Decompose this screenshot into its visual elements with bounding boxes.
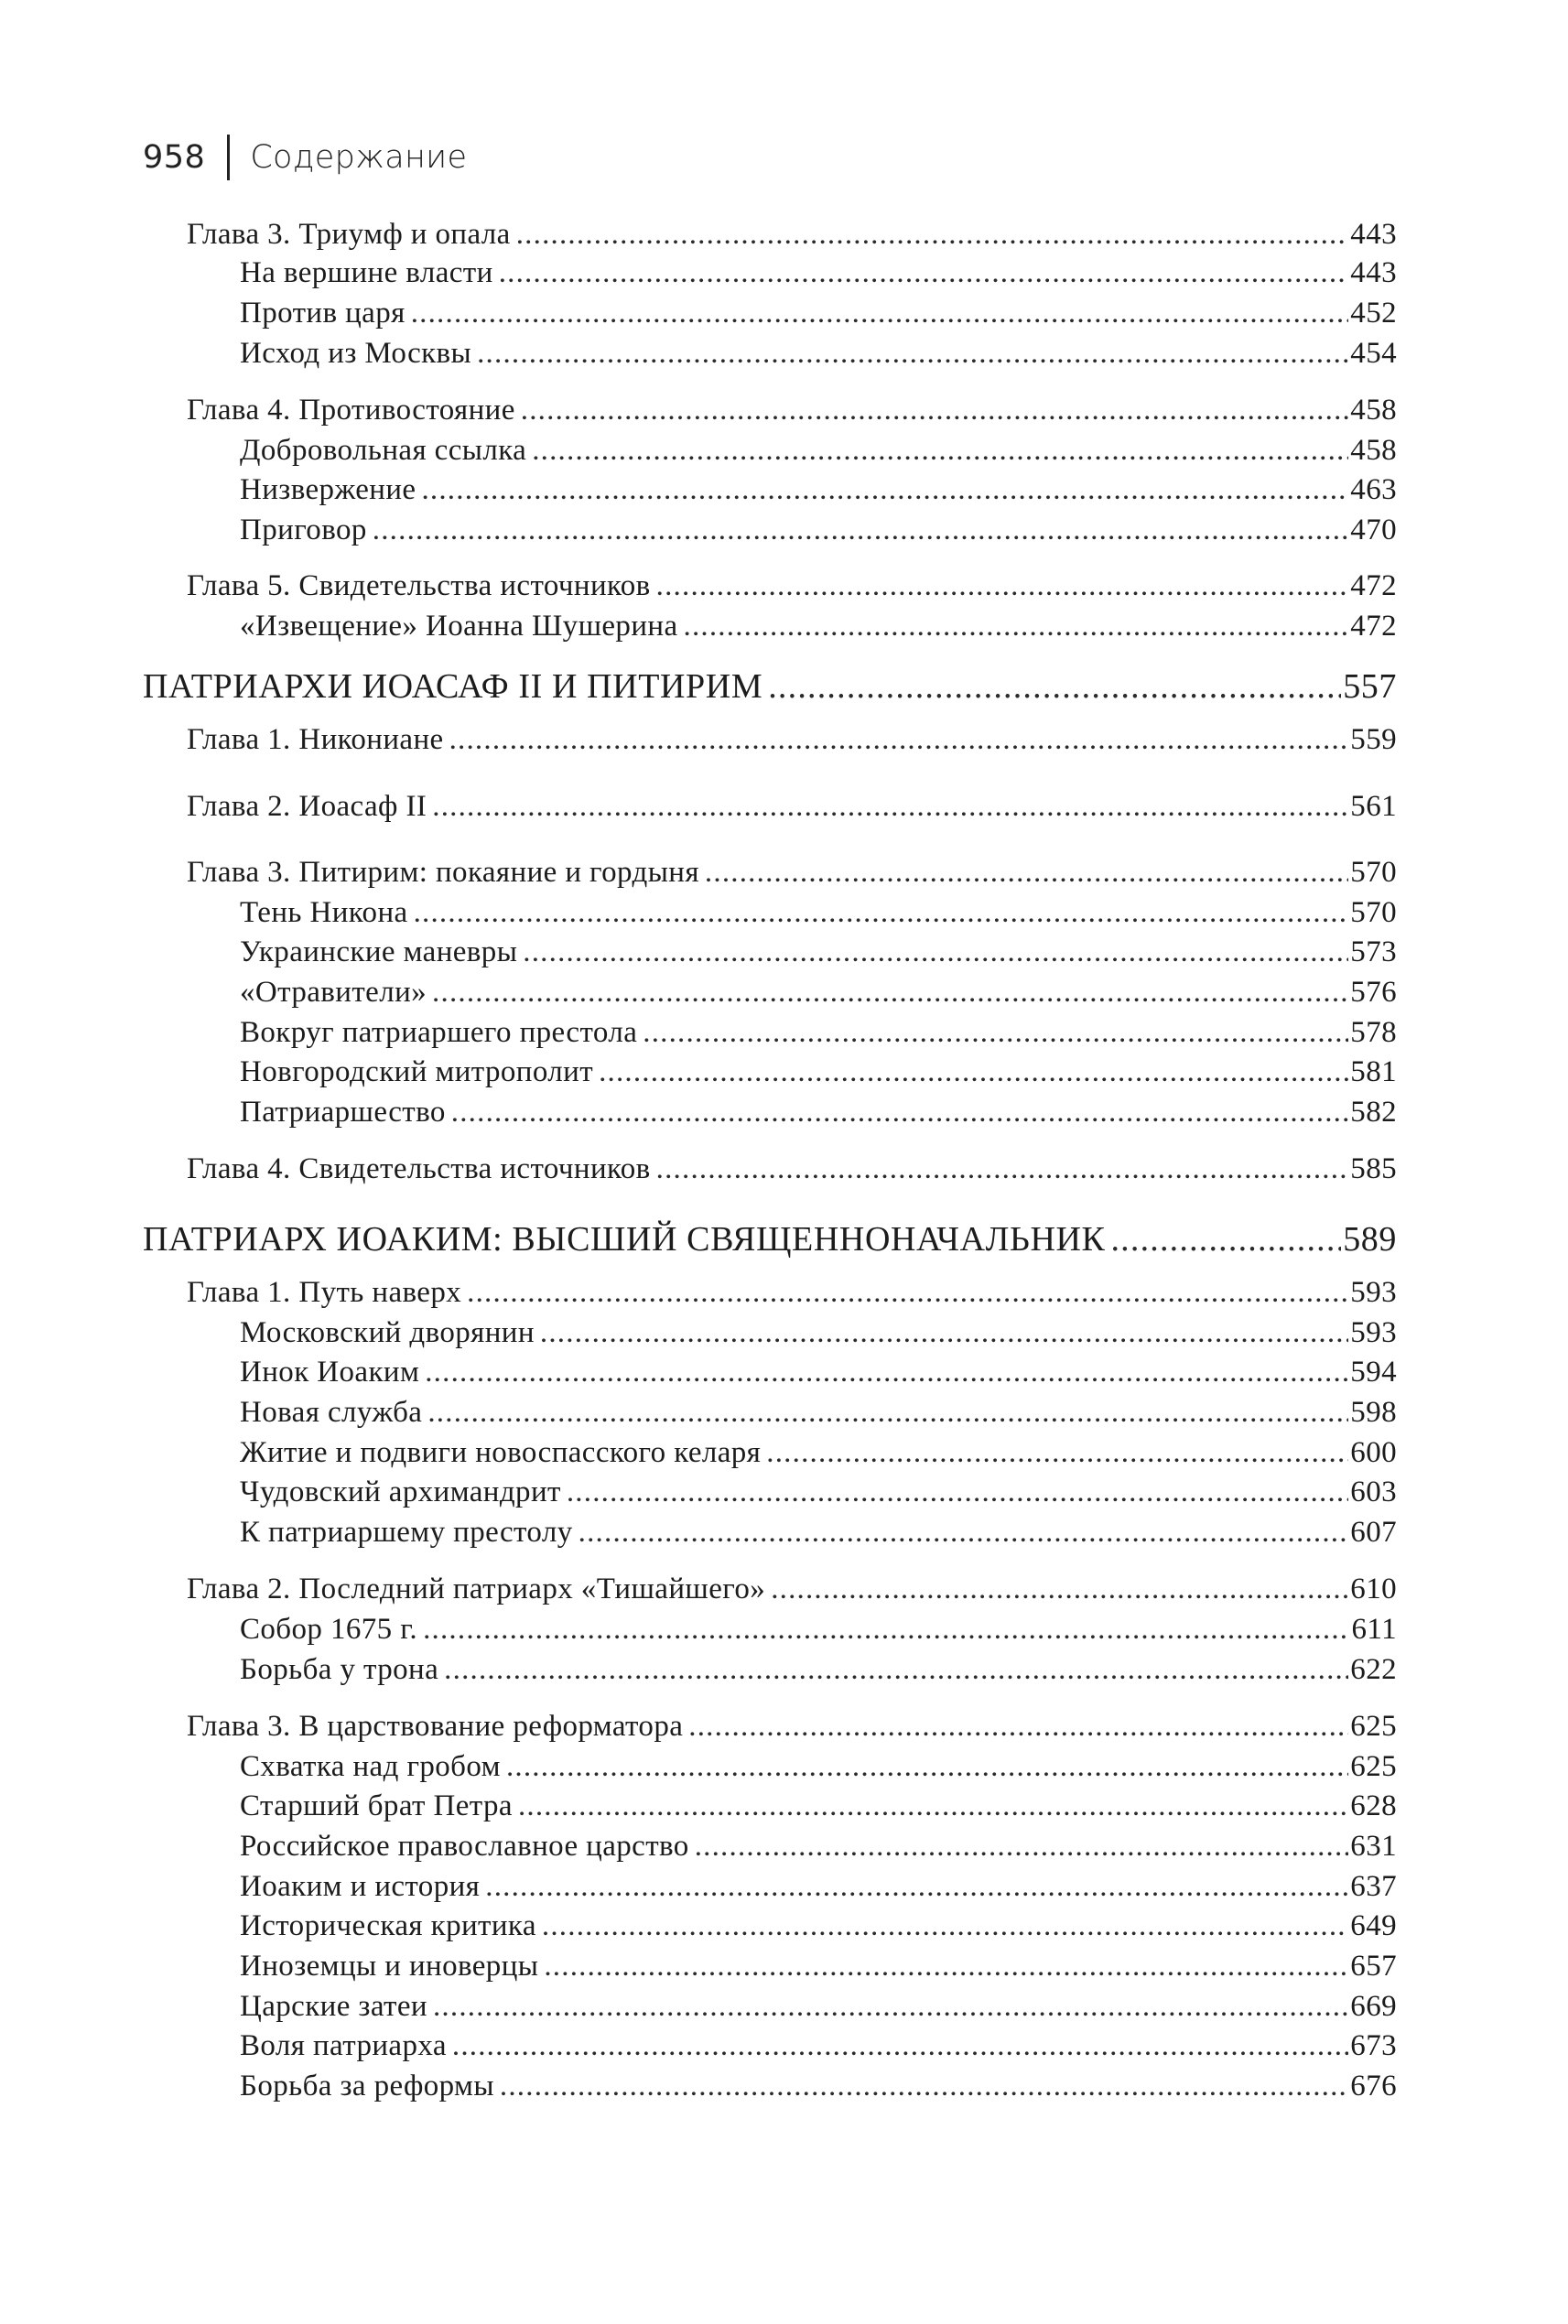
dot-leader bbox=[467, 1276, 1348, 1310]
toc-entry-title: Иноземцы и иноверцы bbox=[240, 1950, 539, 1983]
toc-entry-section bbox=[240, 513, 1397, 547]
toc-entry-page: 673 bbox=[1350, 2029, 1397, 2062]
dot-leader bbox=[506, 1750, 1348, 1784]
toc-entry-section bbox=[240, 434, 1397, 468]
dot-leader bbox=[451, 1096, 1349, 1130]
dot-leader bbox=[432, 790, 1348, 824]
toc-entry-page: 581 bbox=[1350, 1055, 1397, 1088]
toc-entry-page: 472 bbox=[1350, 610, 1397, 643]
dot-leader bbox=[411, 297, 1349, 330]
toc-entry-title: Российское православное царство bbox=[240, 1830, 689, 1863]
toc-entry-page: 470 bbox=[1350, 513, 1397, 546]
toc-entry-page: 576 bbox=[1350, 976, 1397, 1009]
toc-entry-section bbox=[240, 610, 1397, 643]
dot-leader bbox=[444, 1653, 1348, 1687]
toc-entry-section bbox=[240, 473, 1397, 507]
toc-entry-section bbox=[240, 1613, 1397, 1647]
dot-leader bbox=[432, 976, 1348, 1010]
toc-entry-page: 570 bbox=[1350, 896, 1397, 929]
toc-entry-title: Исход из Москвы bbox=[240, 337, 472, 370]
running-title: Содержание bbox=[250, 139, 468, 176]
dot-leader bbox=[695, 1830, 1349, 1864]
toc-entry-chapter bbox=[187, 218, 1397, 252]
dot-leader bbox=[477, 337, 1348, 371]
toc-entry-page: 463 bbox=[1350, 473, 1397, 506]
dot-leader bbox=[766, 1436, 1348, 1470]
dot-leader bbox=[579, 1516, 1349, 1550]
dot-leader bbox=[449, 723, 1349, 757]
toc-entry-title: Глава 4. Противостояние bbox=[187, 394, 515, 427]
dot-leader bbox=[518, 1789, 1348, 1823]
toc-entry-chapter bbox=[187, 790, 1397, 824]
toc-entry-title: Глава 4. Свидетельства источников bbox=[187, 1152, 651, 1185]
dot-leader bbox=[567, 1475, 1348, 1509]
dot-leader bbox=[499, 256, 1349, 290]
toc-entry-title: Московский дворянин bbox=[240, 1316, 535, 1349]
dot-leader bbox=[643, 1016, 1348, 1050]
dot-leader bbox=[427, 1396, 1348, 1430]
dot-leader bbox=[452, 2029, 1348, 2063]
toc-entry-title: Новгородский митрополит bbox=[240, 1055, 594, 1088]
toc-entry-section bbox=[240, 2070, 1397, 2103]
toc-entry-title: Глава 2. Иоасаф II bbox=[187, 790, 427, 823]
toc-entry-chapter bbox=[187, 1710, 1397, 1744]
toc-entry-section bbox=[240, 2029, 1397, 2063]
toc-entry-page: 625 bbox=[1350, 1710, 1397, 1743]
dot-leader bbox=[485, 1870, 1348, 1904]
toc-entry-section bbox=[240, 1950, 1397, 1984]
dot-leader bbox=[516, 218, 1349, 252]
toc-entry-title: Новая служба bbox=[240, 1396, 423, 1429]
dot-leader bbox=[423, 1613, 1349, 1647]
toc-entry-section bbox=[240, 1475, 1397, 1509]
toc-entry-page: 452 bbox=[1350, 297, 1397, 330]
toc-entry-chapter bbox=[187, 569, 1397, 603]
dot-leader bbox=[523, 935, 1348, 969]
dot-leader bbox=[599, 1055, 1348, 1089]
toc-entry-section bbox=[240, 1870, 1397, 1904]
toc-entry-section bbox=[240, 337, 1397, 371]
toc-entry-title: Тень Никона bbox=[240, 896, 408, 929]
dot-leader bbox=[500, 2070, 1348, 2103]
toc-entry-page: 637 bbox=[1350, 1870, 1397, 1903]
toc-entry-page: 598 bbox=[1350, 1396, 1397, 1429]
toc-entry-page: 458 bbox=[1350, 434, 1397, 467]
toc-entry-title: Глава 5. Свидетельства источников bbox=[187, 569, 651, 602]
dot-leader bbox=[540, 1316, 1348, 1350]
toc-entry-chapter bbox=[187, 723, 1397, 757]
toc-entry-title: Глава 1. Путь наверх bbox=[187, 1276, 462, 1309]
toc-entry-title: Иоаким и история bbox=[240, 1870, 481, 1903]
toc-entry-page: 594 bbox=[1350, 1356, 1397, 1389]
toc-entry-page: 458 bbox=[1350, 394, 1397, 427]
toc-entry-page: 559 bbox=[1350, 723, 1397, 756]
toc-entry-title: Борьба за реформы bbox=[240, 2070, 494, 2102]
dot-leader bbox=[433, 1990, 1348, 2024]
page-number: 958 bbox=[143, 139, 206, 176]
toc-entry-section bbox=[240, 1356, 1397, 1389]
toc-entry-page: 582 bbox=[1350, 1096, 1397, 1129]
toc-entry-title: Низвержение bbox=[240, 473, 416, 506]
toc-entry-section bbox=[240, 1990, 1397, 2024]
toc-entry-section bbox=[240, 1055, 1397, 1089]
toc-entry-title: Глава 2. Последний патриарх «Тишайшего» bbox=[187, 1573, 766, 1605]
toc-entry-section bbox=[240, 1436, 1397, 1470]
dot-leader bbox=[1110, 1219, 1341, 1259]
dot-leader bbox=[421, 473, 1348, 507]
toc-entry-section bbox=[240, 1653, 1397, 1687]
dot-leader bbox=[705, 856, 1348, 890]
dot-leader bbox=[542, 1909, 1348, 1943]
toc-entry-title: Борьба у трона bbox=[240, 1653, 439, 1686]
toc-entry-section bbox=[240, 1830, 1397, 1864]
toc-entry-section bbox=[240, 1789, 1397, 1823]
dot-leader bbox=[544, 1950, 1348, 1984]
toc-entry-page: 472 bbox=[1350, 569, 1397, 602]
toc-entry-title: Историческая критика bbox=[240, 1909, 536, 1942]
toc-entry-page: 573 bbox=[1350, 935, 1397, 968]
toc-entry-page: 570 bbox=[1350, 856, 1397, 889]
toc-entry-title: Чудовский архимандрит bbox=[240, 1475, 561, 1508]
dot-leader bbox=[521, 394, 1349, 427]
toc-entry-title: Царские затеи bbox=[240, 1990, 427, 2023]
dot-leader bbox=[425, 1356, 1348, 1389]
toc-entry-page: 600 bbox=[1350, 1436, 1397, 1469]
dot-leader bbox=[656, 1152, 1349, 1186]
toc-entry-section bbox=[240, 297, 1397, 330]
toc-entry-page: 622 bbox=[1350, 1653, 1397, 1686]
toc-entry-title: Украинские маневры bbox=[240, 935, 518, 968]
toc-entry-title: Глава 1. Никониане bbox=[187, 723, 444, 756]
toc-entry-title: ПАТРИАРХИ ИОАСАФ II И ПИТИРИМ bbox=[143, 667, 763, 706]
dot-leader bbox=[656, 569, 1349, 603]
toc-entry-page: 610 bbox=[1350, 1573, 1397, 1605]
toc-entry-title: Патриаршество bbox=[240, 1096, 446, 1129]
toc-entry-section bbox=[240, 1316, 1397, 1350]
dot-leader bbox=[768, 666, 1341, 707]
toc-entry-section bbox=[240, 1750, 1397, 1784]
toc-entry-section bbox=[240, 1909, 1397, 1943]
toc-entry-page: 561 bbox=[1350, 790, 1397, 823]
header-divider bbox=[227, 135, 230, 180]
toc-entry-page: 454 bbox=[1350, 337, 1397, 370]
toc-entry-title: Глава 3. Триумф и опала bbox=[187, 218, 511, 251]
dot-leader bbox=[373, 513, 1349, 547]
toc-entry-page: 607 bbox=[1350, 1516, 1397, 1549]
dot-leader bbox=[684, 610, 1349, 643]
dot-leader bbox=[414, 896, 1349, 930]
toc-entry-title: «Отравители» bbox=[240, 976, 427, 1009]
toc-entry-title: Собор 1675 г. bbox=[240, 1613, 418, 1646]
toc-entry-page: 669 bbox=[1350, 1990, 1397, 2023]
running-header bbox=[143, 135, 467, 179]
toc-entry-title: Добровольная ссылка bbox=[240, 434, 527, 467]
toc-entry-title: Вокруг патриаршего престола bbox=[240, 1016, 638, 1049]
toc-entry-title: Приговор bbox=[240, 513, 367, 546]
toc-entry-page: 443 bbox=[1350, 256, 1397, 289]
dot-leader bbox=[688, 1710, 1348, 1744]
toc-entry-page: 589 bbox=[1343, 1220, 1397, 1259]
toc-entry-page: 649 bbox=[1350, 1909, 1397, 1942]
toc-entry-title: Житие и подвиги новоспасского келаря bbox=[240, 1436, 762, 1469]
toc-entry-page: 593 bbox=[1350, 1316, 1397, 1349]
toc-entry-page: 593 bbox=[1350, 1276, 1397, 1309]
toc-entry-chapter bbox=[187, 1573, 1397, 1606]
toc-entry-page: 628 bbox=[1350, 1789, 1397, 1822]
dot-leader bbox=[771, 1573, 1348, 1606]
toc-entry-title: Инок Иоаким bbox=[240, 1356, 420, 1389]
toc-entry-page: 557 bbox=[1343, 667, 1397, 706]
toc-entry-title: На вершине власти bbox=[240, 256, 493, 289]
toc-entry-section bbox=[240, 256, 1397, 290]
toc-entry-page: 443 bbox=[1350, 218, 1397, 251]
toc-entry-section bbox=[240, 1396, 1397, 1430]
toc-entry-title: К патриаршему престолу bbox=[240, 1516, 573, 1549]
toc-entry-section bbox=[240, 935, 1397, 969]
toc-entry-section bbox=[240, 1016, 1397, 1050]
toc-entry-page: 611 bbox=[1351, 1613, 1397, 1646]
toc-entry-part bbox=[143, 1219, 1397, 1259]
toc-entry-section bbox=[240, 1096, 1397, 1130]
toc-entry-part bbox=[143, 666, 1397, 707]
toc-entry-title: Против царя bbox=[240, 297, 406, 330]
toc-entry-chapter bbox=[187, 856, 1397, 890]
toc-entry-title: Старший брат Петра bbox=[240, 1789, 513, 1822]
toc-entry-page: 631 bbox=[1350, 1830, 1397, 1863]
toc-entry-chapter bbox=[187, 394, 1397, 427]
toc-entry-chapter bbox=[187, 1276, 1397, 1310]
toc-entry-chapter bbox=[187, 1152, 1397, 1186]
toc-entry-title: ПАТРИАРХ ИОАКИМ: ВЫСШИЙ СВЯЩЕННОНАЧАЛЬНИК bbox=[143, 1220, 1106, 1259]
toc-entry-title: Глава 3. Питирим: покаяние и гордыня bbox=[187, 856, 699, 889]
toc-entry-section bbox=[240, 896, 1397, 930]
toc-entry-title: Глава 3. В царствование реформатора bbox=[187, 1710, 684, 1743]
dot-leader bbox=[532, 434, 1348, 468]
toc-entry-title: Воля патриарха bbox=[240, 2029, 447, 2062]
toc-entry-section bbox=[240, 976, 1397, 1010]
toc-entry-section bbox=[240, 1516, 1397, 1550]
toc-entry-page: 625 bbox=[1350, 1750, 1397, 1783]
toc-entry-page: 657 bbox=[1350, 1950, 1397, 1983]
toc-entry-title: Схватка над гробом bbox=[240, 1750, 501, 1783]
toc-entry-page: 578 bbox=[1350, 1016, 1397, 1049]
toc-entry-page: 603 bbox=[1350, 1475, 1397, 1508]
toc-entry-page: 676 bbox=[1350, 2070, 1397, 2102]
toc-entry-page: 585 bbox=[1350, 1152, 1397, 1185]
toc-entry-title: «Извещение» Иоанна Шушерина bbox=[240, 610, 678, 643]
